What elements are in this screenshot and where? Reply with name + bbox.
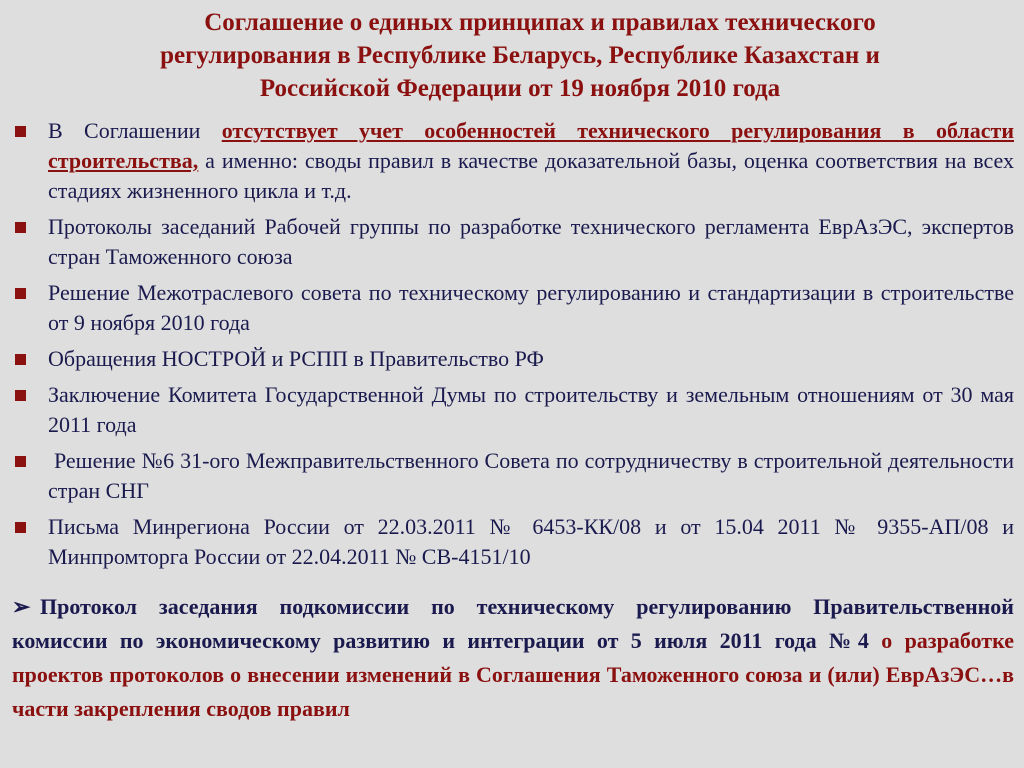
square-bullet-icon [15, 354, 26, 365]
square-bullet-icon [15, 390, 26, 401]
item-1-post: а именно: своды правил в качестве доказательной базы, оценка соответствия на всех стадиях жизненного цикла и т.д. [48, 148, 1014, 203]
item-1-emphasis: отсутствует учет особенностей технического регулирования в области строительства, [48, 118, 1015, 173]
list-item [12, 116, 1014, 206]
final-part-1: Протокол заседания подкомиссии по техническому регулированию Правительственной комиссии по экономическому развитию и интеграции от 5 июля 2011 года №4 [12, 594, 1014, 653]
final-part-2: о разработке проектов протоколов о внесении изменений в Соглашения Таможенного союза и (или) ЕврАзЭС…в части закрепления сводов правил [12, 628, 1014, 721]
square-bullet-icon [15, 456, 26, 467]
item-5-text: Заключение Комитета Государственной Думы по строительству и земельным отношениям от 30 мая 2011 года [48, 382, 1014, 437]
slide-title [40, 6, 1000, 105]
arrow-bullet-icon: ➢ [12, 594, 31, 619]
square-bullet-icon [15, 288, 26, 299]
title-line-1: Соглашение о единых принципах и правилах технического [204, 9, 876, 36]
square-bullet-icon [15, 222, 26, 233]
item-2-text: Протоколы заседаний Рабочей группы по разработке технического регламента ЕврАзЭС, экспертов стран Таможенного союза [48, 214, 1014, 269]
square-bullet-icon [15, 126, 26, 137]
item-4-text: Обращения НОСТРОЙ и РСПП в Правительство РФ [48, 346, 544, 371]
item-7-text: Письма Минрегиона России от 22.03.2011 № 6453-КК/08 и от 15.04 2011 № 9355-АП/08 и Минпромторга России от 22.04.2011 № СВ-4151/10 [48, 514, 1014, 569]
item-3-text: Решение Межотраслевого совета по техническому регулированию и стандартизации в строительстве от 9 ноября 2010 года [48, 280, 1014, 335]
final-paragraph [12, 590, 1014, 726]
title-line-3: Российской Федерации от 19 ноября 2010 года [259, 75, 781, 102]
list-item [12, 278, 1014, 338]
list-item [12, 212, 1014, 272]
title-line-2: регулирования в Республике Беларусь, Республике Казахстан и [160, 42, 880, 69]
item-1-pre: В Соглашении [48, 118, 222, 143]
bullet-list [12, 116, 1020, 578]
list-item [12, 512, 1014, 572]
square-bullet-icon [15, 522, 26, 533]
list-item [12, 344, 1014, 374]
list-item [12, 446, 1020, 506]
item-6-text: Решение №6 31-ого Межправительственного Совета по сотрудничеству в строительной деятельности стран СНГ [48, 448, 1020, 503]
list-item [12, 380, 1014, 440]
